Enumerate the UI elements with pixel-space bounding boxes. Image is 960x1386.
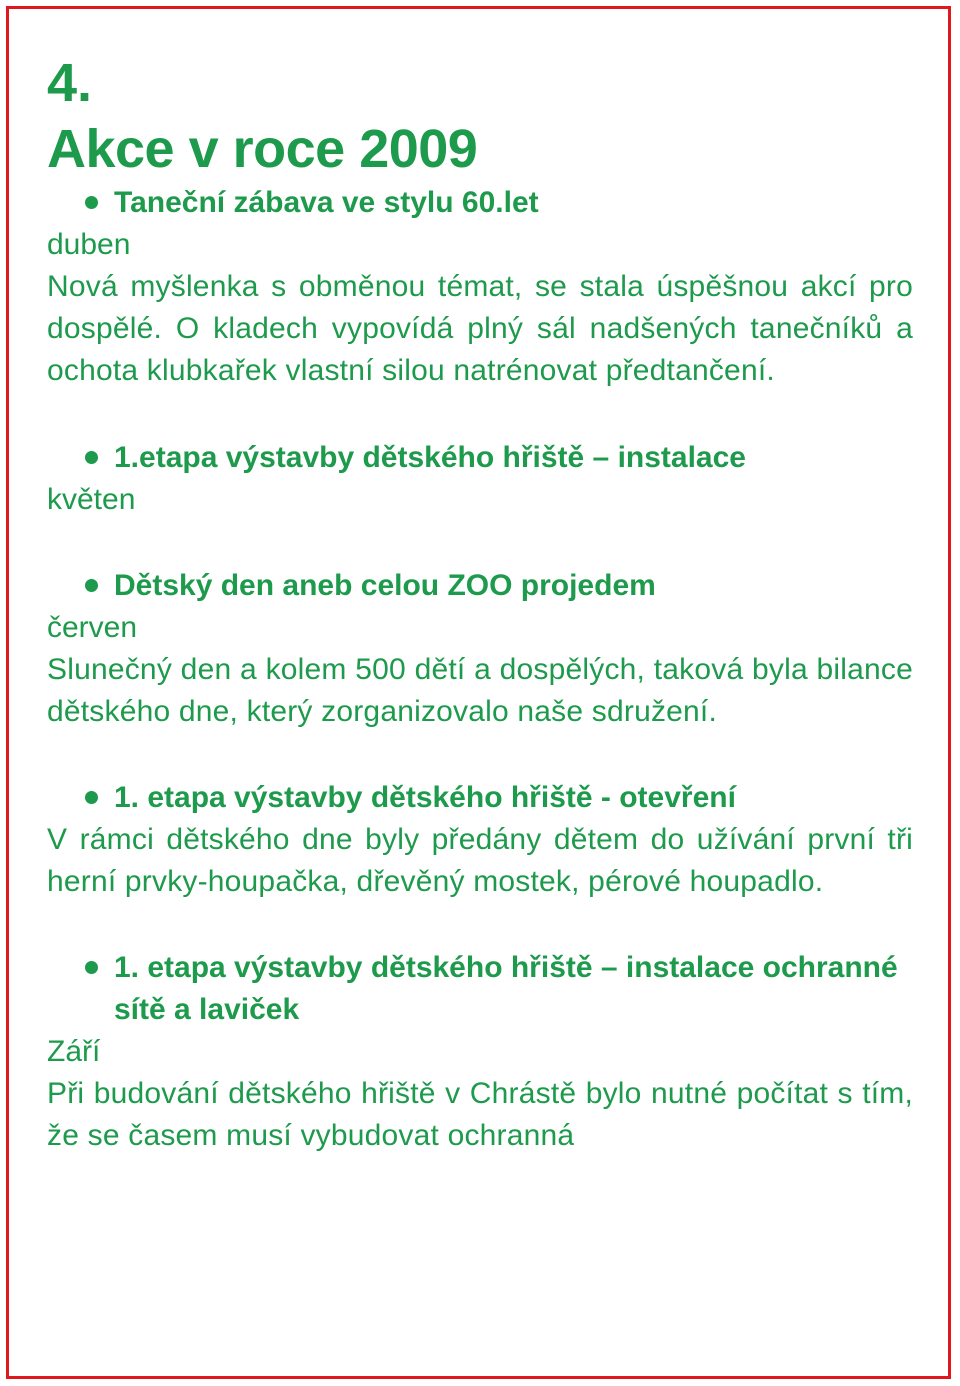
spacer bbox=[47, 903, 913, 947]
event-title-row bbox=[47, 565, 913, 607]
event-description: Slunečný den a kolem 500 dětí a dospělých, taková byla bilance dětského dne, který zorganizovalo naše sdružení. bbox=[47, 653, 913, 728]
event-item bbox=[47, 437, 913, 521]
event-month: Září bbox=[47, 1035, 101, 1068]
event-item bbox=[47, 777, 913, 903]
document-content bbox=[47, 50, 913, 1157]
section-number: 4. bbox=[47, 53, 93, 113]
bullet-icon bbox=[85, 791, 98, 804]
section-title: Akce v roce 2009 bbox=[47, 119, 478, 179]
event-title-row bbox=[47, 182, 913, 224]
event-title-row bbox=[47, 777, 913, 819]
event-title-row bbox=[47, 947, 913, 1031]
event-title: 1. etapa výstavby dětského hřiště – instalace ochranné sítě a laviček bbox=[114, 951, 898, 1026]
event-month: červen bbox=[47, 611, 138, 644]
bullet-icon bbox=[85, 961, 98, 974]
event-description: Nová myšlenka s obměnou témat, se stala úspěšnou akcí pro dospělé. O kladech vypovídá plný sál nadšených tanečníků a ochota klubkařek vlastní silou natrénovat předtančení. bbox=[47, 270, 913, 387]
spacer bbox=[47, 392, 913, 437]
bullet-icon bbox=[85, 579, 98, 592]
event-month: květen bbox=[47, 483, 136, 516]
event-item bbox=[47, 182, 913, 392]
bullet-icon bbox=[85, 451, 98, 464]
event-title: Taneční zábava ve stylu 60.let bbox=[114, 186, 539, 219]
event-month: duben bbox=[47, 228, 131, 261]
event-title-row bbox=[47, 437, 913, 479]
event-title: Dětský den aneb celou ZOO projedem bbox=[114, 569, 656, 602]
spacer bbox=[47, 521, 913, 565]
spacer bbox=[47, 733, 913, 777]
event-title: 1.etapa výstavby dětského hřiště – instalace bbox=[114, 441, 746, 474]
event-item bbox=[47, 947, 913, 1157]
event-title: 1. etapa výstavby dětského hřiště - otevření bbox=[114, 781, 736, 814]
event-item bbox=[47, 565, 913, 733]
event-description: V rámci dětského dne byly předány dětem do užívání první tři herní prvky-houpačka, dřevěný mostek, pérové houpadlo. bbox=[47, 823, 913, 898]
bullet-icon bbox=[85, 196, 98, 209]
event-description: Při budování dětského hřiště v Chrástě bylo nutné počítat s tím, že se časem musí vybudovat ochranná bbox=[47, 1077, 913, 1152]
